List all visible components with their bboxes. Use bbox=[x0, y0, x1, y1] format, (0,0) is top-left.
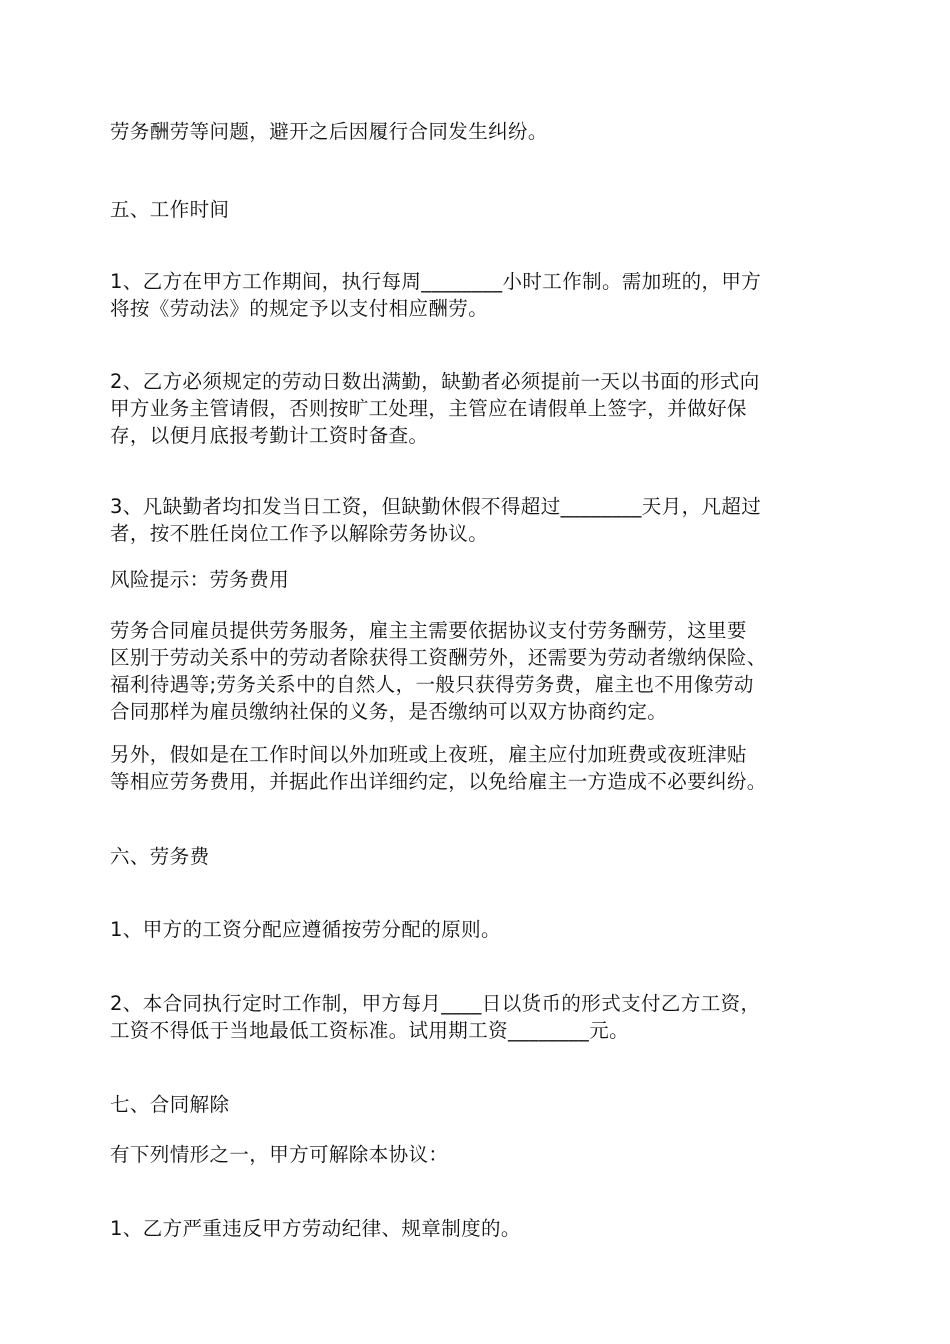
paragraph-text: 另外，假如是在工作时间以外加班或上夜班，雇主应付加班费或夜班津贴 等相应劳务费用，并据此作出详细约定，以免给雇主一方造成不必要纠纷。 bbox=[110, 743, 767, 793]
paragraph-text: 有下列情形之一，甲方可解除本协议： bbox=[110, 1143, 449, 1166]
risk-tip-heading: 风险提示：劳务费用 bbox=[110, 568, 290, 591]
section-heading-contract-termination: 七、合同解除 bbox=[110, 1093, 230, 1116]
paragraph-text: 1、乙方严重违反甲方劳动纪律、规章制度的。 bbox=[110, 1217, 521, 1240]
paragraph-text: 2、本合同执行定时工作制，甲方每月____日以货币的形式支付乙方工资， 工资不得低于当地最低工资标准。试用期工资________元。 bbox=[110, 992, 761, 1042]
section-heading-labor-fee: 六、劳务费 bbox=[110, 845, 210, 868]
paragraph-text: 劳务酬劳等问题，避开之后因履行合同发生纠纷。 bbox=[110, 120, 548, 143]
paragraph-text: 1、甲方的工资分配应遵循按劳分配的原则。 bbox=[110, 918, 501, 941]
section-heading-work-time: 五、工作时间 bbox=[110, 198, 230, 221]
paragraph-text: 2、乙方必须规定的劳动日数出满勤，缺勤者必须提前一天以书面的形式向 甲方业务主管请假，否则按旷工处理，主管应在请假单上签字，并做好保 存，以便月底报考勤计工资时备查。 bbox=[110, 370, 760, 447]
paragraph-text: 劳务合同雇员提供劳务服务，雇主主需要依据协议支付劳务酬劳，这里要 区别于劳动关系中的劳动者除获得工资酬劳外，还需要为劳动者缴纳保险、 福利待遇等;劳务关系中的自然人，一般只获得劳务费，雇主也不用像劳动 合同那样为雇员缴纳社保的义务，是否缴纳可以双方协商约定。 bbox=[110, 619, 767, 723]
paragraph-text: 3、凡缺勤者均扣发当日工资，但缺勤休假不得超过________天月，凡超过 者，按不胜任岗位工作予以解除劳务协议。 bbox=[110, 495, 762, 545]
paragraph-text: 1、乙方在甲方工作期间，执行每周________小时工作制。需加班的，甲方 将按《劳动法》的规定予以支付相应酬劳。 bbox=[110, 270, 762, 320]
